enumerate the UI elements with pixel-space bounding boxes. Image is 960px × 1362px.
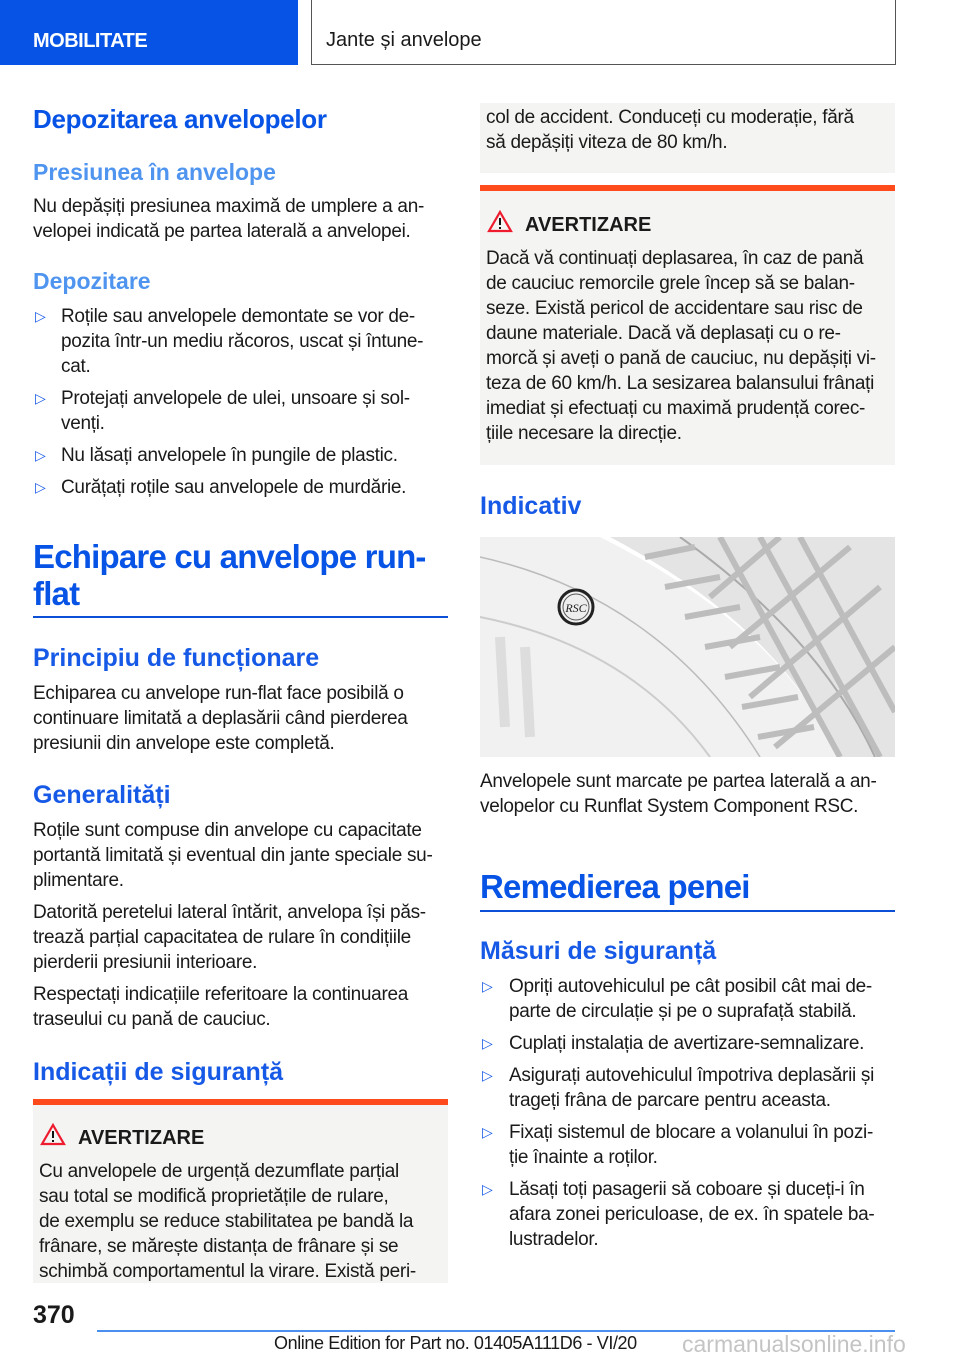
indicativ-text: Anvelopele sunt marcate pe partea laterală a an- velopelor cu Runflat System Component RSC. bbox=[480, 771, 877, 817]
warning-icon bbox=[40, 1123, 66, 1146]
heading-depozitare: Depozitare bbox=[33, 268, 151, 294]
warning-text: Dacă vă continuați deplasarea, în caz de pană de cauciuc remorcile grele încep să se balan- seze. Există pericol de accidentare sau risc de daune materiale. Dacă vă deplasați cu o re- morcă și aveți o pană de cauciuc, nu depășiți vi- teza de 60 km/h. La sesizarea balansului frânați imediat și efectuați cu maximă prudență corec- țiile necesare la direcție. bbox=[486, 248, 876, 444]
warning-title: AVERTIZARE bbox=[525, 214, 652, 236]
warning-box bbox=[480, 191, 895, 465]
list-item-text: Lăsați toți pasagerii să coboare și duceți-i în afara zonei periculoase, de ex. în spatele ba- lustradelor. bbox=[509, 1179, 875, 1250]
heading-safety: Indicații de siguranță bbox=[33, 1058, 284, 1086]
bullet-icon: ▷ bbox=[482, 1067, 493, 1083]
section-tab: MOBILITATE bbox=[0, 0, 298, 65]
heading-general: Generalități bbox=[33, 781, 171, 809]
bullet-icon: ▷ bbox=[35, 447, 46, 463]
warning-box bbox=[33, 1105, 448, 1283]
heading-pressure: Presiunea în anvelope bbox=[33, 159, 276, 185]
bullet-icon: ▷ bbox=[482, 978, 493, 994]
list-item-text: Opriți autovehiculul pe cât posibil cât mai de- parte de circulație și pe o suprafață stabilă. bbox=[509, 976, 872, 1022]
page-number: 370 bbox=[33, 1301, 75, 1329]
warning-title: AVERTIZARE bbox=[78, 1127, 205, 1149]
bullet-icon: ▷ bbox=[482, 1035, 493, 1051]
edition-text: Online Edition for Part no. 01405A111D6 - VI/20 bbox=[274, 1333, 637, 1353]
heading-storage: Depozitarea anvelopelor bbox=[33, 104, 327, 134]
list-item-text: Fixați sistemul de blocare a volanului în pozi- ție înainte a roților. bbox=[509, 1122, 873, 1168]
list-item-text: Roțile sau anvelopele demontate se vor de- pozita într-un mediu răcoros, uscat și întune- cat. bbox=[61, 306, 424, 377]
bullet-icon: ▷ bbox=[482, 1124, 493, 1140]
bullet-icon: ▷ bbox=[482, 1181, 493, 1197]
divider bbox=[480, 910, 895, 912]
heading-repair: Remedierea penei bbox=[480, 868, 750, 905]
principle-text: Echiparea cu anvelope run-flat face posibilă o continuare limitată a deplasării când pierderea presiunii din anvelope este completă. bbox=[33, 683, 408, 754]
general-text-1: Roțile sunt compuse din anvelope cu capacitate portantă limitată și eventual din jante speciale su- plimentare. bbox=[33, 820, 433, 891]
rsc-logo-text: RSC bbox=[565, 601, 587, 615]
pressure-text: Nu depășiți presiunea maximă de umplere a an- velopei indicată pe partea laterală a anvelopei. bbox=[33, 196, 424, 242]
warning-icon bbox=[487, 210, 513, 233]
heading-principle: Principiu de funcționare bbox=[33, 644, 320, 672]
bullet-icon: ▷ bbox=[35, 479, 46, 495]
warning-text: Cu anvelopele de urgență dezumflate parțial sau total se modifică proprietățile de rulare, de exemplu se reduce stabilitatea pe bandă la frânare, se mărește distanța de frânare și se schimbă comportamentul la virare. Există peri- bbox=[39, 1161, 416, 1282]
bullet-icon: ▷ bbox=[35, 390, 46, 406]
divider bbox=[33, 616, 448, 618]
heading-indicativ: Indicativ bbox=[480, 492, 582, 520]
warning-continued-box bbox=[480, 103, 895, 173]
general-text-3: Respectați indicațiile referitoare la continuarea traseului cu pană de cauciuc. bbox=[33, 984, 409, 1030]
list-item-text: Protejați anvelopele de ulei, unsoare și sol- venți. bbox=[61, 388, 410, 434]
warning-continued-text: col de accident. Conduceți cu moderație, fără să depășiți viteza de 80 km/h. bbox=[486, 107, 854, 153]
chapter-title: Jante și anvelope bbox=[311, 0, 896, 65]
list-item-text: Cuplați instalația de avertizare-semnalizare. bbox=[509, 1033, 865, 1054]
list-item-text: Nu lăsați anvelopele în pungile de plastic. bbox=[61, 445, 398, 466]
general-text-2: Datorită peretelui lateral întărit, anvelopa își păs- trează parțial capacitatea de rulare în condițiile pierderii presiunii interioare. bbox=[33, 902, 426, 973]
watermark: carmanualsonline.info bbox=[682, 1331, 906, 1357]
rsc-tire-image bbox=[480, 537, 895, 757]
heading-runflat: Echipare cu anvelope run- flat bbox=[33, 538, 426, 612]
list-item-text: Curățați roțile sau anvelopele de murdărie. bbox=[61, 477, 407, 498]
heading-measures: Măsuri de siguranță bbox=[480, 937, 717, 965]
bullet-icon: ▷ bbox=[35, 308, 46, 324]
list-item-text: Asigurați autovehiculul împotriva deplasării și trageți frâna de parcare pentru aceasta. bbox=[509, 1065, 875, 1111]
